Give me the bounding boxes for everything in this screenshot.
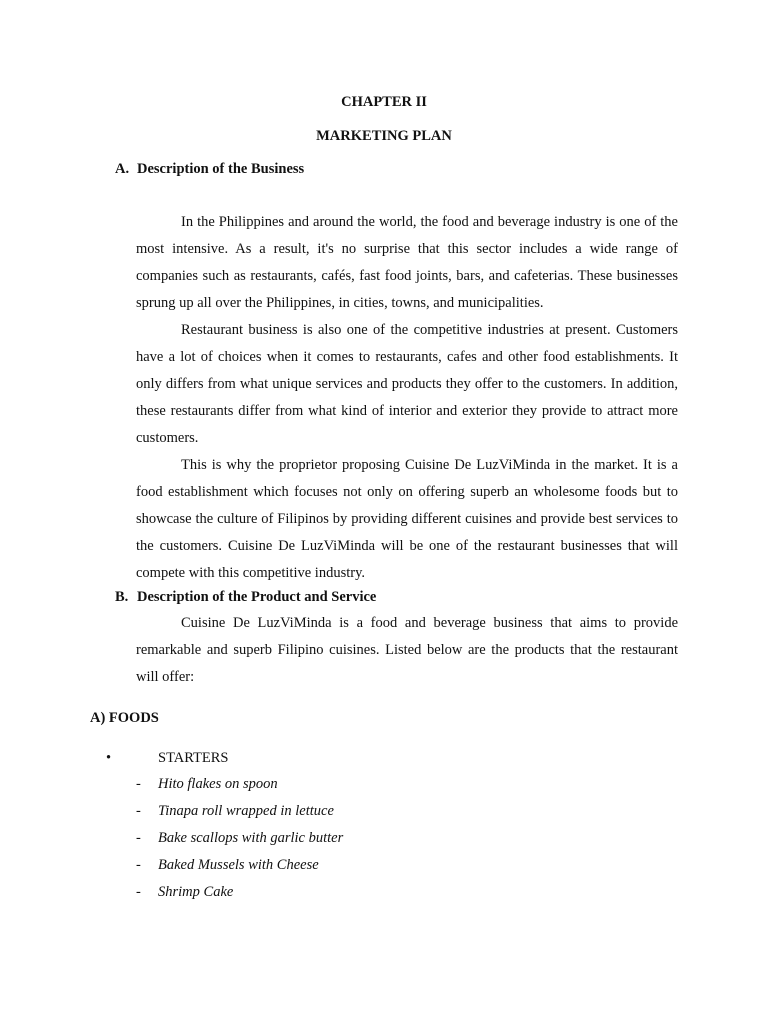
section-b-heading bbox=[115, 589, 376, 606]
plan-title: MARKETING PLAN bbox=[316, 128, 452, 144]
chapter-heading: CHAPTER II bbox=[341, 94, 427, 110]
foods-heading: A) FOODS bbox=[90, 710, 159, 726]
starter-name: Hito flakes on spoon bbox=[158, 776, 278, 792]
starter-name: Shrimp Cake bbox=[158, 884, 234, 900]
starters-bullet bbox=[106, 750, 228, 767]
list-item bbox=[136, 852, 343, 879]
dash-marker: - bbox=[136, 776, 141, 792]
starters-label: STARTERS bbox=[158, 750, 229, 766]
section-a-heading bbox=[115, 161, 304, 178]
section-a-marker: A. bbox=[115, 161, 130, 177]
starters-list bbox=[136, 771, 343, 906]
section-b-marker: B. bbox=[115, 589, 129, 605]
section-a-title: Description of the Business bbox=[137, 161, 305, 177]
paragraph-industry: In the Philippines and around the world, the food and beverage industry is one of the most intensive. As a result, it's no surprise that this sector includes a wide range of companies such as restaurants, cafés, fast food joints, bars, and cafeterias. These businesses sprung up all over the Philippines, in cities, towns, and municipalities. bbox=[136, 214, 678, 311]
dash-marker: - bbox=[136, 830, 141, 846]
dash-marker: - bbox=[136, 857, 141, 873]
bullet-dot: • bbox=[106, 750, 112, 766]
list-item bbox=[136, 879, 343, 906]
section-a-body bbox=[136, 209, 678, 587]
list-item bbox=[136, 798, 343, 825]
dash-marker: - bbox=[136, 803, 141, 819]
list-item bbox=[136, 825, 343, 852]
section-b-body bbox=[136, 610, 678, 691]
paragraph-competition: Restaurant business is also one of the competitive industries at present. Customers have a lot of choices when it comes to restaurants, cafes and other food establishments. It only differs from what unique services and products they offer to the customers. In addition, these restaurants differ from what kind of interior and exterior they provide to attract more customers. bbox=[136, 322, 678, 446]
starter-name: Baked Mussels with Cheese bbox=[158, 857, 319, 873]
paragraph-products: Cuisine De LuzViMinda is a food and beverage business that aims to provide remarkable and superb Filipino cuisines. Listed below are the products that the restaurant will offer: bbox=[136, 615, 678, 685]
paragraph-proposal: This is why the proprietor proposing Cuisine De LuzViMinda in the market. It is a food establishment which focuses not only on offering superb an wholesome foods but to showcase the culture of Filipinos by providing different cuisines and provide best services to the customers. Cuisine De LuzViMinda will be one of the restaurant businesses that will compete with this competitive industry. bbox=[136, 457, 678, 581]
list-item bbox=[136, 771, 343, 798]
section-b-title: Description of the Product and Service bbox=[137, 589, 377, 605]
starter-name: Tinapa roll wrapped in lettuce bbox=[158, 803, 334, 819]
dash-marker: - bbox=[136, 884, 141, 900]
starter-name: Bake scallops with garlic butter bbox=[158, 830, 344, 846]
